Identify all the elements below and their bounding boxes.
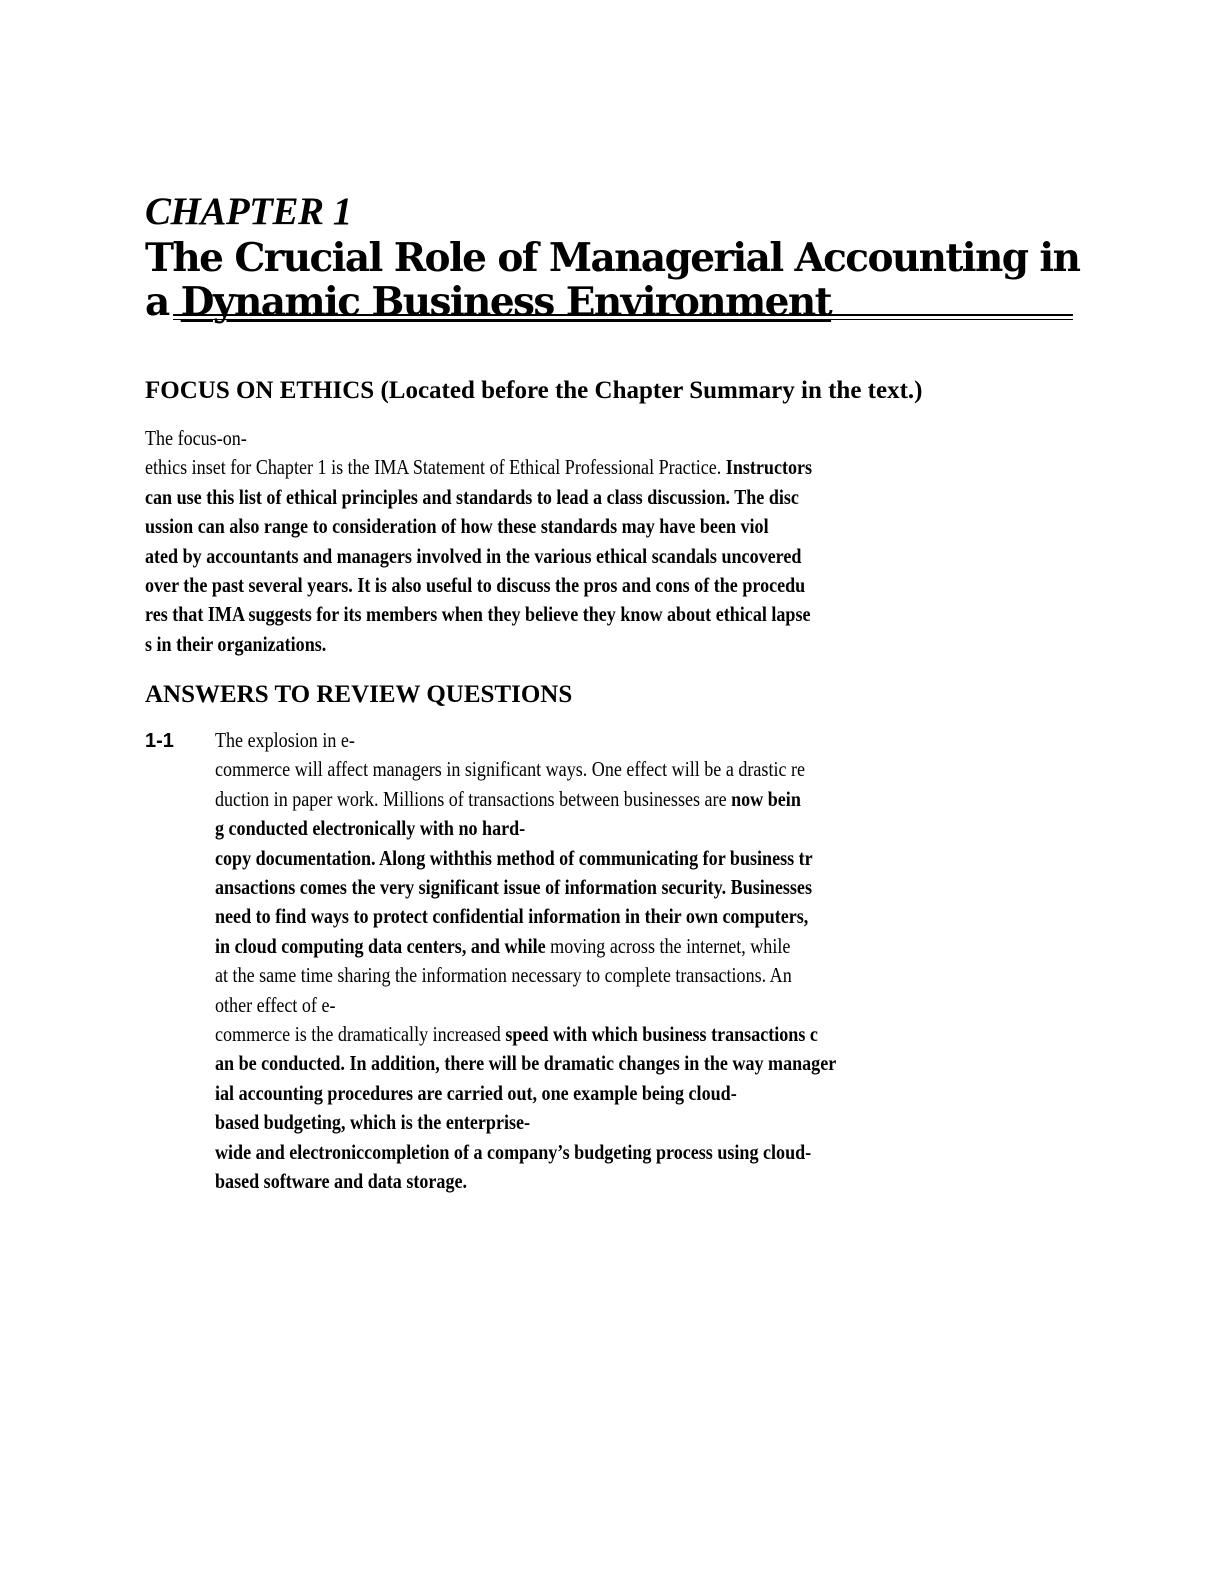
text-line [215, 902, 836, 931]
bold-text-segment: can use this list of ethical principles and standards to lead a class discussion. The disc [145, 484, 799, 509]
bold-text-segment: res that IMA suggests for its members when they believe they know about ethical lapse [145, 602, 811, 627]
question-number: 1-1 [145, 730, 174, 752]
bold-text-segment: ansactions comes the very significant issue of information security. Businesses [215, 875, 812, 900]
bold-text-segment: copy documentation. Along withthis method of communicating for business tr [215, 845, 813, 870]
text-segment: commerce is the dramatically increased [215, 1022, 506, 1047]
text-line [145, 600, 812, 629]
text-line [215, 785, 836, 814]
text-line [215, 1138, 836, 1167]
text-line [145, 542, 812, 571]
bold-text-segment: based software and data storage. [215, 1169, 468, 1194]
bold-text-segment: ussion can also range to consideration of how these standards may have been viol [145, 514, 769, 539]
focus-on-ethics-paragraph [145, 424, 812, 659]
bold-text-segment: Instructors [725, 455, 813, 480]
text-segment: other effect of e- [215, 992, 336, 1017]
text-segment: duction in paper work. Millions of transactions between businesses are [215, 786, 732, 811]
text-line [145, 630, 812, 659]
text-line [215, 873, 836, 902]
chapter-title-underlined: Dynamic Business Environment [180, 279, 832, 325]
text-line [215, 932, 836, 961]
chapter-title-line-1: The Crucial Role of Managerial Accounting in [145, 235, 1080, 281]
bold-text-segment: over the past several years. It is also useful to discuss the pros and cons of the procedu [145, 573, 806, 598]
text-line [215, 991, 836, 1020]
bold-text-segment: g conducted electronically with no hard- [215, 816, 526, 841]
text-line [215, 1049, 836, 1078]
text-line [215, 961, 836, 990]
chapter-title-line-2 [145, 280, 831, 324]
text-line [215, 1167, 836, 1196]
text-segment: The focus-on- [145, 426, 247, 450]
title-rule-thick [173, 314, 1073, 316]
text-line [145, 453, 812, 482]
text-line [215, 1079, 836, 1108]
chapter-label: CHAPTER 1 [145, 190, 352, 233]
text-segment: at the same time sharing the information necessary to complete transactions. An [215, 963, 792, 988]
text-line [145, 571, 812, 600]
text-line [145, 512, 812, 541]
chapter-title-prefix: a [145, 279, 181, 325]
text-line [215, 1108, 836, 1137]
bold-text-segment: need to find ways to protect confidential information in their own computers, [215, 904, 809, 929]
text-line [215, 844, 836, 873]
review-questions-heading: ANSWERS TO REVIEW QUESTIONS [145, 681, 573, 708]
bold-text-segment: in cloud computing data centers, and while [215, 933, 551, 958]
bold-text-segment: based budgeting, which is the enterprise- [215, 1110, 531, 1135]
text-line [145, 424, 812, 453]
text-line [215, 755, 836, 784]
text-line [215, 726, 836, 755]
text-segment: ethics inset for Chapter 1 is the IMA Statement of Ethical Professional Practice. [145, 455, 726, 480]
title-rule-thin [173, 319, 1073, 320]
bold-text-segment: ated by accountants and managers involved in the various ethical scandals uncovered [145, 543, 802, 568]
bold-text-segment: s in their organizations. [145, 631, 327, 656]
focus-on-ethics-heading: FOCUS ON ETHICS (Located before the Chapter Summary in the text.) [145, 377, 923, 404]
text-segment: moving across the internet, while [550, 933, 791, 958]
answer-paragraph [215, 726, 836, 1197]
bold-text-segment: speed with which business transactions c [505, 1022, 818, 1047]
bold-text-segment: wide and electroniccompletion of a company’s budgeting process using cloud- [215, 1139, 812, 1164]
text-line [215, 814, 836, 843]
bold-text-segment: ial accounting procedures are carried out, one example being cloud- [215, 1080, 737, 1105]
text-line [215, 1020, 836, 1049]
bold-text-segment: an be conducted. In addition, there will be dramatic changes in the way manager [215, 1051, 837, 1076]
text-segment: commerce will affect managers in significant ways. One effect will be a drastic re [215, 757, 806, 782]
text-line [145, 483, 812, 512]
bold-text-segment: now bein [731, 786, 801, 811]
text-segment: The explosion in e- [215, 728, 355, 752]
